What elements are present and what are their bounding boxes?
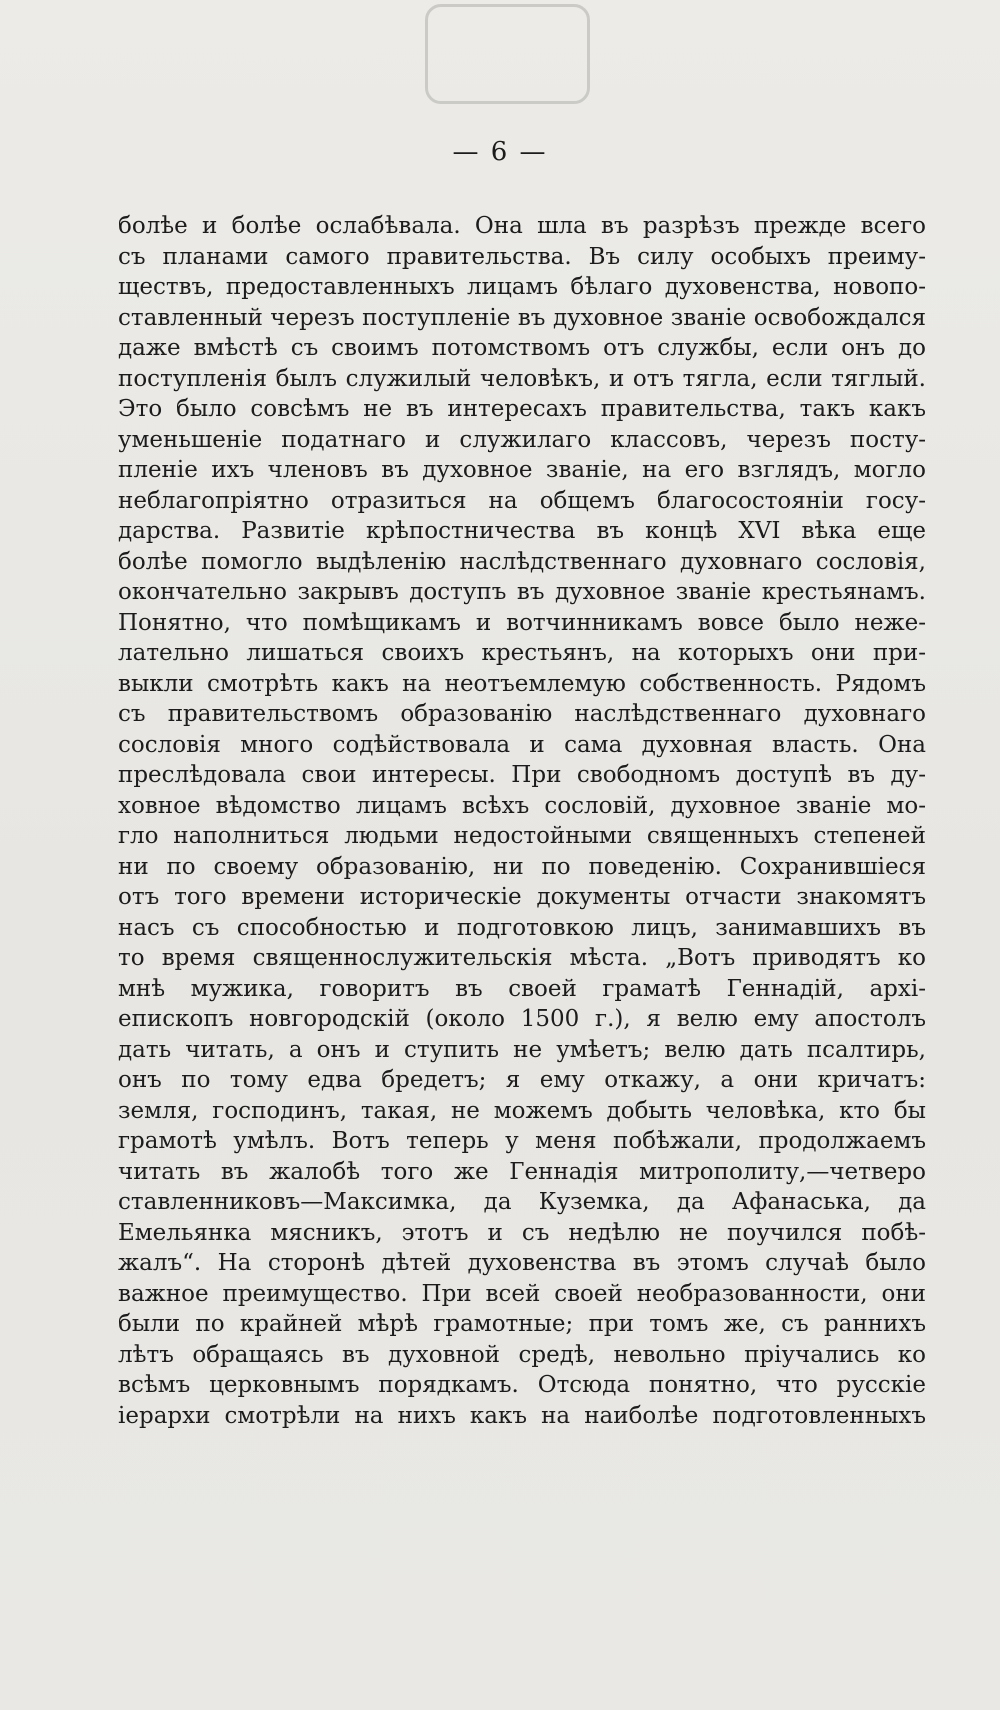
text-line: съ правительствомъ образованію наслѣдственнаго духовнаго xyxy=(118,701,926,727)
body-text xyxy=(118,211,926,1431)
text-line: то время священнослужительскія мѣста. „Вотъ приводятъ ко xyxy=(118,945,926,971)
text-line: важное преимущество. При всей своей необразованности, они xyxy=(118,1280,926,1307)
text-line: всѣмъ церковнымъ порядкамъ. Отсюда понятно, что русскіе xyxy=(118,1372,926,1398)
text-line: Это было совсѣмъ не въ интересахъ правительства, такъ какъ xyxy=(118,396,926,422)
text-line: даже вмѣстѣ съ своимъ потомствомъ отъ службы, если онъ до xyxy=(118,335,926,361)
text-line: ховное вѣдомство лицамъ всѣхъ сословій, духовное званіе мо- xyxy=(118,792,926,819)
text-line: болѣе и болѣе ослабѣвала. Она шла въ разрѣзъ прежде всего xyxy=(118,213,926,239)
text-line: земля, господинъ, такая, не можемъ добыть человѣка, кто бы xyxy=(118,1097,926,1124)
text-line: были по крайней мѣрѣ грамотные; при томъ же, съ раннихъ xyxy=(118,1311,926,1337)
text-line: гло наполниться людьми недостойными священныхъ степеней xyxy=(118,823,926,849)
text-line: болѣе помогло выдѣленію наслѣдственнаго духовнаго сословія, xyxy=(118,548,926,575)
text-line: читать въ жалобѣ того же Геннадія митрополиту,—четверо xyxy=(118,1158,926,1185)
text-line: дать читать, а онъ и ступить не умѣетъ; велю дать псалтирь, xyxy=(118,1036,926,1063)
text-line: ществъ, предоставленныхъ лицамъ бѣлаго духовенства, новопо- xyxy=(118,274,926,300)
text-line: лѣтъ обращаясь въ духовной средѣ, невольно пріучались ко xyxy=(118,1341,926,1368)
text-line: ни по своему образованію, ни по поведенію. Сохранившіеся xyxy=(118,853,926,880)
text-line: онъ по тому едва бредетъ; я ему откажу, а они кричатъ: xyxy=(118,1067,926,1093)
library-stamp xyxy=(425,4,590,104)
page-number: — 6 — xyxy=(452,137,548,167)
text-line: Емельянка мясникъ, этотъ и съ недѣлю не поучился побѣ- xyxy=(118,1219,926,1246)
text-line: пленіе ихъ членовъ въ духовное званіе, на его взглядъ, могло xyxy=(118,457,926,483)
text-line: лательно лишаться своихъ крестьянъ, на которыхъ они при- xyxy=(118,640,926,666)
text-line: преслѣдовала свои интересы. При свободномъ доступѣ въ ду- xyxy=(118,762,926,788)
text-line: окончательно закрывъ доступъ въ духовное званіе крестьянамъ. xyxy=(118,579,926,605)
text-line: мнѣ мужика, говоритъ въ своей граматѣ Геннадій, архі- xyxy=(118,975,926,1002)
text-line: Понятно, что помѣщикамъ и вотчинникамъ вовсе было неже- xyxy=(118,609,926,636)
text-line: неблагопріятно отразиться на общемъ благосостояніи госу- xyxy=(118,487,926,514)
text-line: уменьшеніе податнаго и служилаго классовъ, черезъ посту- xyxy=(118,426,926,453)
text-line: грамотѣ умѣлъ. Вотъ теперь у меня побѣжали, продолжаемъ xyxy=(118,1128,926,1154)
text-line: жалъ“. На сторонѣ дѣтей духовенства въ этомъ случаѣ было xyxy=(118,1250,926,1276)
text-line: ставленный черезъ поступленіе въ духовное званіе освобождался xyxy=(118,304,926,331)
text-line: выкли смотрѣть какъ на неотъемлемую собственность. Рядомъ xyxy=(118,670,926,697)
text-line: дарства. Развитіе крѣпостничества въ концѣ XVI вѣка еще xyxy=(118,518,926,544)
text-line: іерархи смотрѣли на нихъ какъ на наиболѣе подготовленныхъ xyxy=(118,1402,926,1429)
text-line: отъ того времени историческіе документы отчасти знакомятъ xyxy=(118,884,926,910)
text-line: поступленія былъ служилый человѣкъ, и отъ тягла, если тяглый. xyxy=(118,365,926,392)
text-line: сословія много содѣйствовала и сама духовная власть. Она xyxy=(118,731,926,758)
text-line: съ планами самого правительства. Въ силу особыхъ преиму- xyxy=(118,243,926,270)
text-line: епископъ новгородскій (около 1500 г.), я велю ему апостолъ xyxy=(118,1006,926,1032)
text-line: насъ съ способностью и подготовкою лицъ, занимавшихъ въ xyxy=(118,914,926,941)
text-line: ставленниковъ—Максимка, да Куземка, да Афанаська, да xyxy=(118,1189,926,1215)
